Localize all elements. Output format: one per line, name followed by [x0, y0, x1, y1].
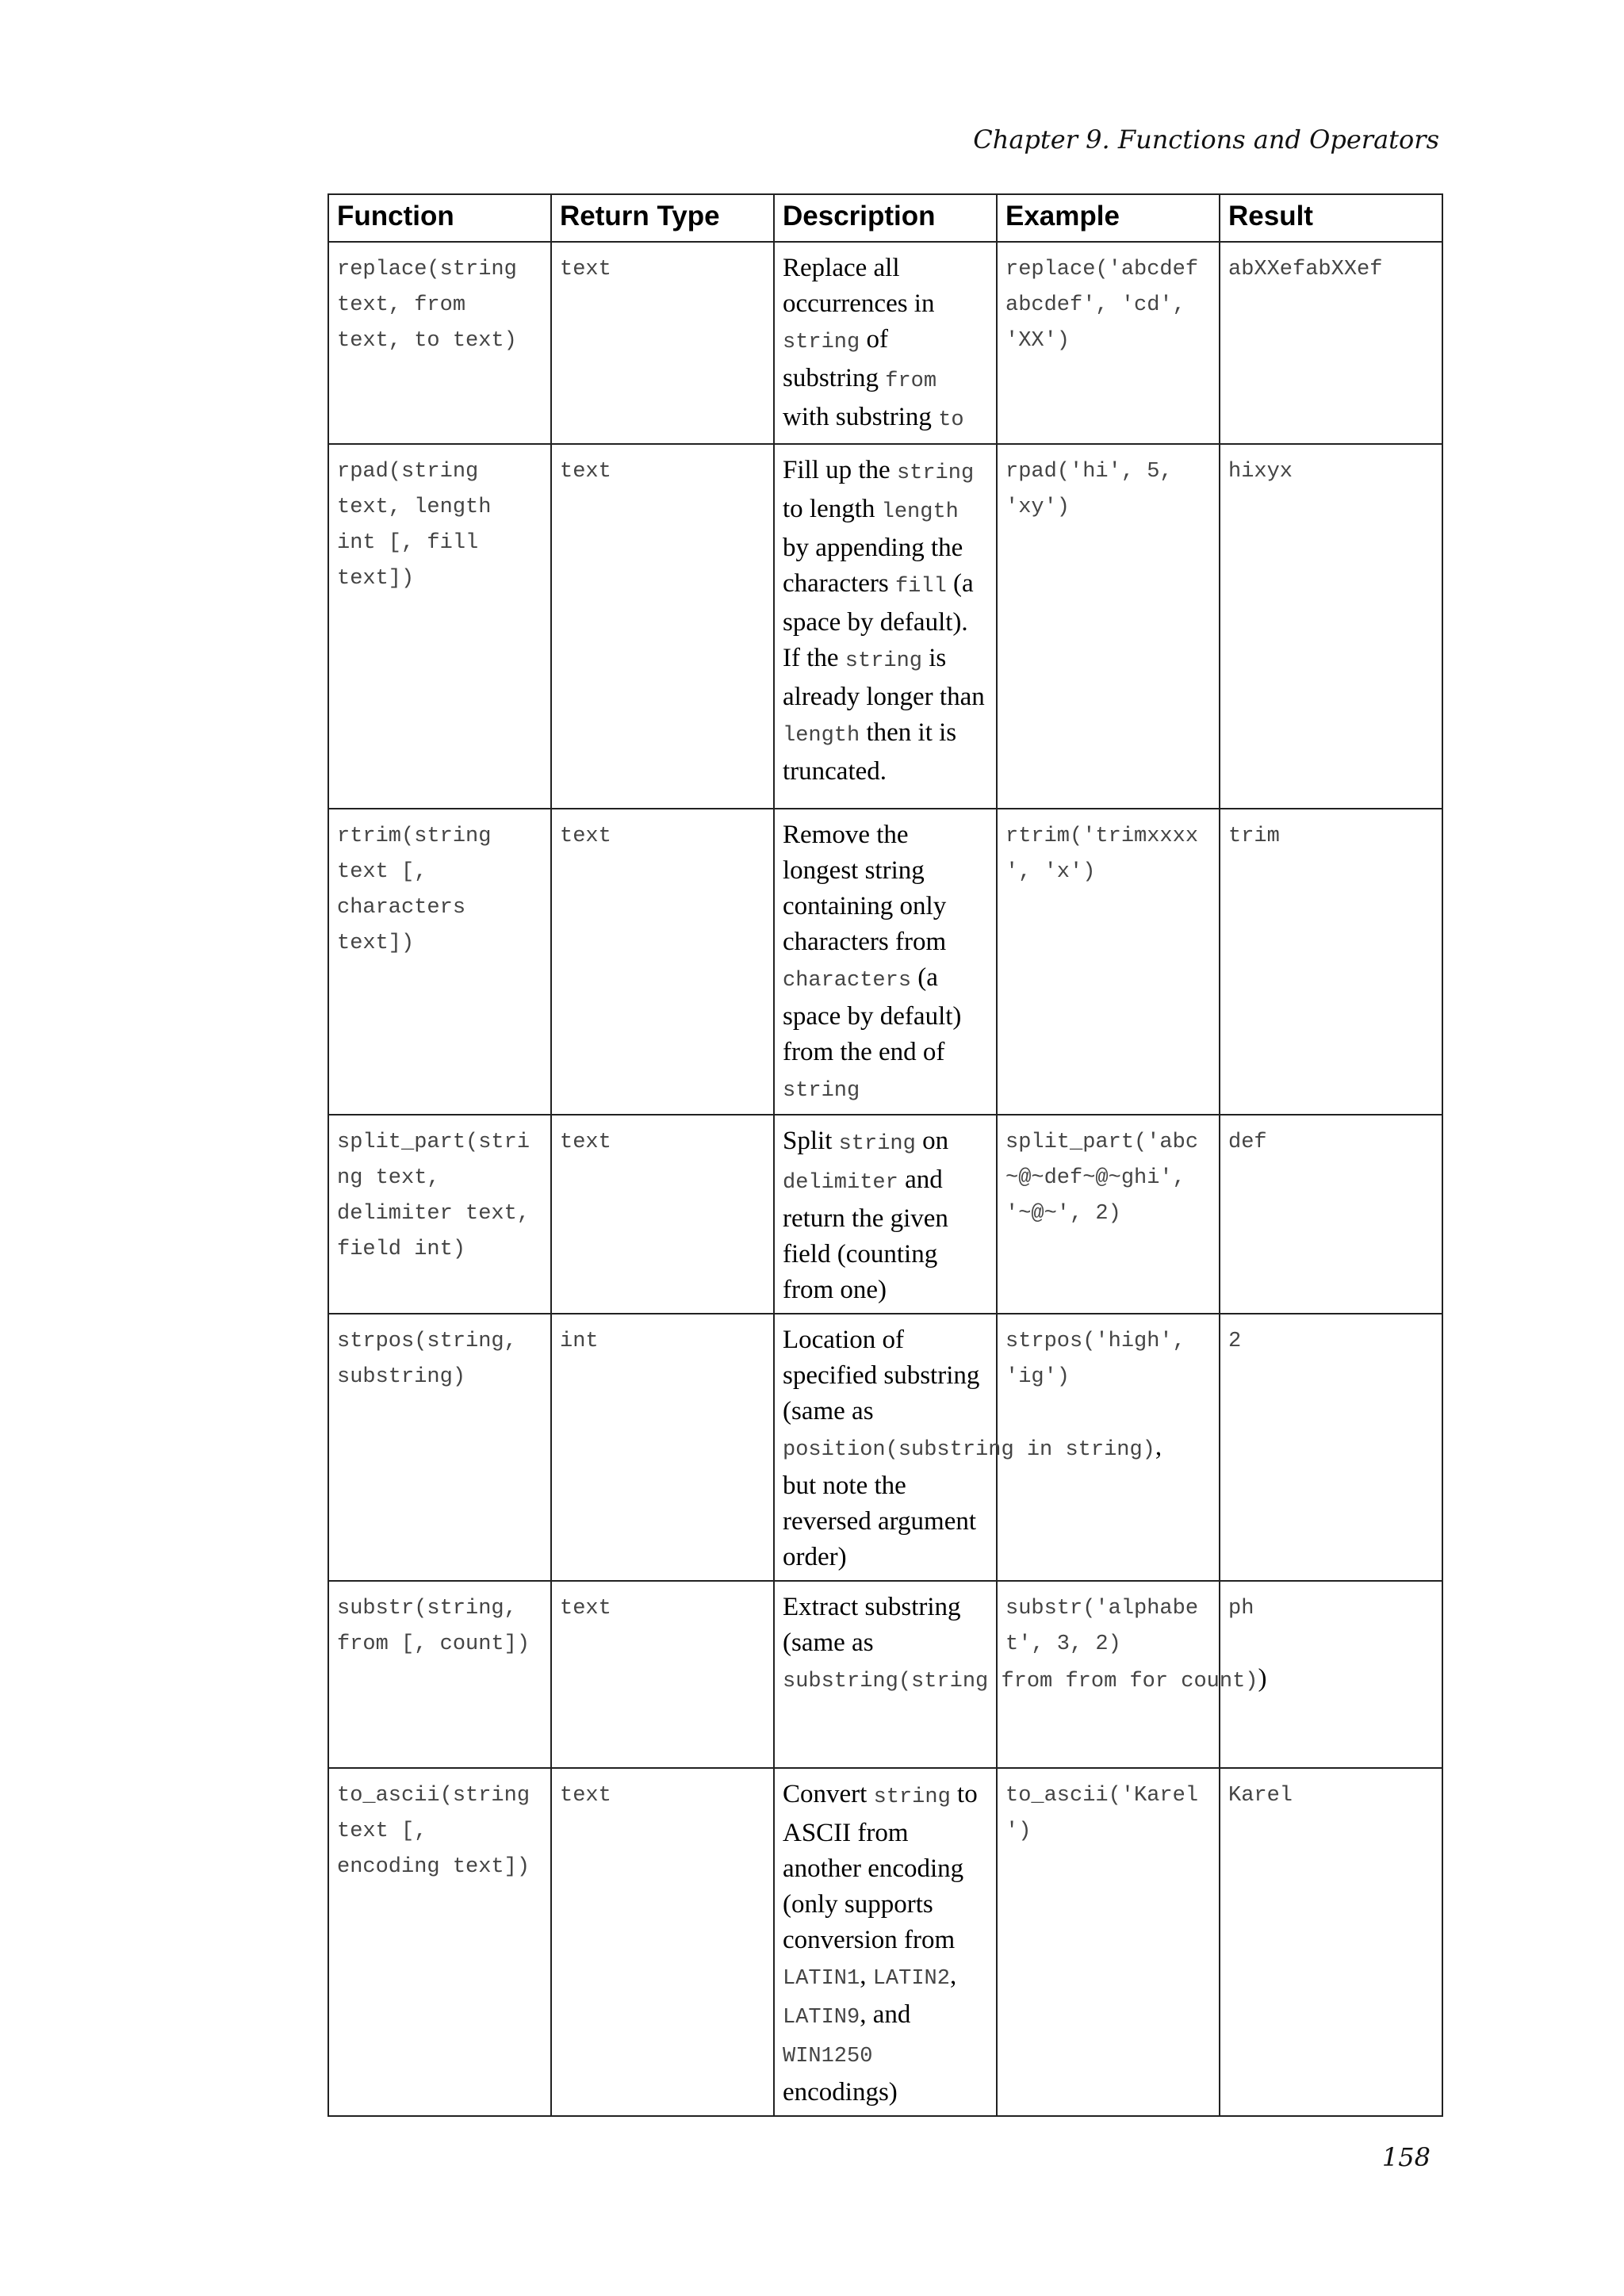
- description-text: and return the given field (counting from one): [783, 1165, 948, 1304]
- description-text: to ASCII from another encoding (only supports conversion from: [783, 1780, 978, 1954]
- description-text: Remove the longest string containing only characters from: [783, 821, 947, 956]
- inline-code: string: [896, 461, 975, 485]
- description-text: Fill up the: [783, 456, 897, 484]
- return-type: text: [551, 1768, 774, 2116]
- function-signature: rpad(string text, length int [, fill text]): [328, 444, 551, 809]
- example: replace('abcdefabcdef', 'cd', 'XX'): [997, 242, 1220, 444]
- description-text: Convert: [783, 1780, 874, 1808]
- result: Karel: [1220, 1768, 1442, 2116]
- return-type: text: [551, 1115, 774, 1314]
- description-text: Extract substring (same as: [783, 1593, 961, 1657]
- example: rtrim('trimxxxx', 'x'): [997, 809, 1220, 1115]
- inline-code: delimiter: [783, 1171, 898, 1195]
- inline-code: position(substring in string): [783, 1438, 1155, 1462]
- inline-code: length: [783, 724, 860, 748]
- function-signature: strpos(string, substring): [328, 1314, 551, 1581]
- table-row: [328, 1581, 1442, 1768]
- description-text: Location of specified substring (same as: [783, 1326, 980, 1425]
- return-type: text: [551, 809, 774, 1115]
- description-text: ,: [949, 1961, 957, 1990]
- function-signature: replace(string text, from text, to text): [328, 242, 551, 444]
- description-text: on: [915, 1127, 949, 1155]
- description-text: of substring: [783, 325, 888, 392]
- column-header-result: Result: [1220, 194, 1442, 242]
- function-signature: split_part(string text, delimiter text, field int): [328, 1115, 551, 1314]
- inline-code: LATIN1: [783, 1967, 860, 1991]
- return-type: text: [551, 242, 774, 444]
- description: [774, 242, 997, 444]
- result: hixyx: [1220, 444, 1442, 809]
- inline-code: from: [885, 369, 937, 393]
- result: trim: [1220, 809, 1442, 1115]
- column-header-example: Example: [997, 194, 1220, 242]
- return-type: text: [551, 1581, 774, 1768]
- inline-code: to: [938, 408, 964, 432]
- description-text: , and: [860, 2000, 911, 2029]
- result: 2: [1220, 1314, 1442, 1581]
- example: to_ascii('Karel'): [997, 1768, 1220, 2116]
- table-row: [328, 444, 1442, 809]
- inline-code: LATIN9: [783, 2006, 860, 2030]
- description: [774, 1115, 997, 1314]
- description-text: with substring: [783, 403, 939, 431]
- description-text: (a space by default). If the: [783, 569, 974, 672]
- description-text: by appending the characters: [783, 534, 963, 598]
- description-text: Split: [783, 1127, 839, 1155]
- inline-code: substring(string from from for count): [783, 1670, 1258, 1693]
- table-row: [328, 242, 1442, 444]
- inline-code: LATIN2: [872, 1967, 950, 1991]
- inline-code: string: [845, 649, 923, 673]
- chapter-header: Chapter 9. Functions and Operators: [973, 124, 1439, 155]
- inline-code: string: [783, 1079, 860, 1103]
- page-number: 158: [1381, 2142, 1431, 2172]
- inline-code: string: [838, 1132, 916, 1156]
- inline-code: WIN1250: [783, 2045, 873, 2068]
- description-text: , but note the reversed argument order): [783, 1433, 1162, 1571]
- example: strpos('high', 'ig'): [997, 1314, 1220, 1581]
- description-text: is already longer than: [783, 644, 985, 711]
- function-signature: to_ascii(string text [, encoding text]): [328, 1768, 551, 2116]
- description-text: Replace all occurrences in: [783, 254, 935, 318]
- table-row: [328, 1115, 1442, 1314]
- description-text: (a space by default) from the end of: [783, 963, 962, 1066]
- description-text: encodings): [783, 2078, 898, 2107]
- inline-code: string: [873, 1785, 951, 1809]
- table-body: [328, 242, 1442, 2116]
- description-text: to length: [783, 495, 882, 523]
- result: ph: [1220, 1581, 1442, 1768]
- inline-code: fill: [894, 575, 947, 599]
- description: [774, 444, 997, 809]
- inline-code: characters: [783, 969, 912, 993]
- return-type: int: [551, 1314, 774, 1581]
- example: split_part('abc~@~def~@~ghi', '~@~', 2): [997, 1115, 1220, 1314]
- column-header-function: Function: [328, 194, 551, 242]
- table-row: [328, 1768, 1442, 2116]
- string-functions-table: [327, 193, 1443, 2117]
- result: def: [1220, 1115, 1442, 1314]
- example: substr('alphabet', 3, 2): [997, 1581, 1220, 1768]
- column-header-return-type: Return Type: [551, 194, 774, 242]
- result: abXXefabXXef: [1220, 242, 1442, 444]
- column-header-description: Description: [774, 194, 997, 242]
- description-text: ,: [860, 1961, 873, 1990]
- function-signature: rtrim(string text [, characters text]): [328, 809, 551, 1115]
- table-row: [328, 809, 1442, 1115]
- return-type: text: [551, 444, 774, 809]
- description-text: then it is truncated.: [783, 718, 957, 786]
- description-text: ): [1258, 1664, 1267, 1693]
- inline-code: length: [881, 500, 959, 524]
- table-row: [328, 1314, 1442, 1581]
- description: [774, 1768, 997, 2116]
- example: rpad('hi', 5, 'xy'): [997, 444, 1220, 809]
- description: [774, 809, 997, 1115]
- inline-code: string: [783, 331, 860, 354]
- table-header-row: [328, 194, 1442, 242]
- function-signature: substr(string, from [, count]): [328, 1581, 551, 1768]
